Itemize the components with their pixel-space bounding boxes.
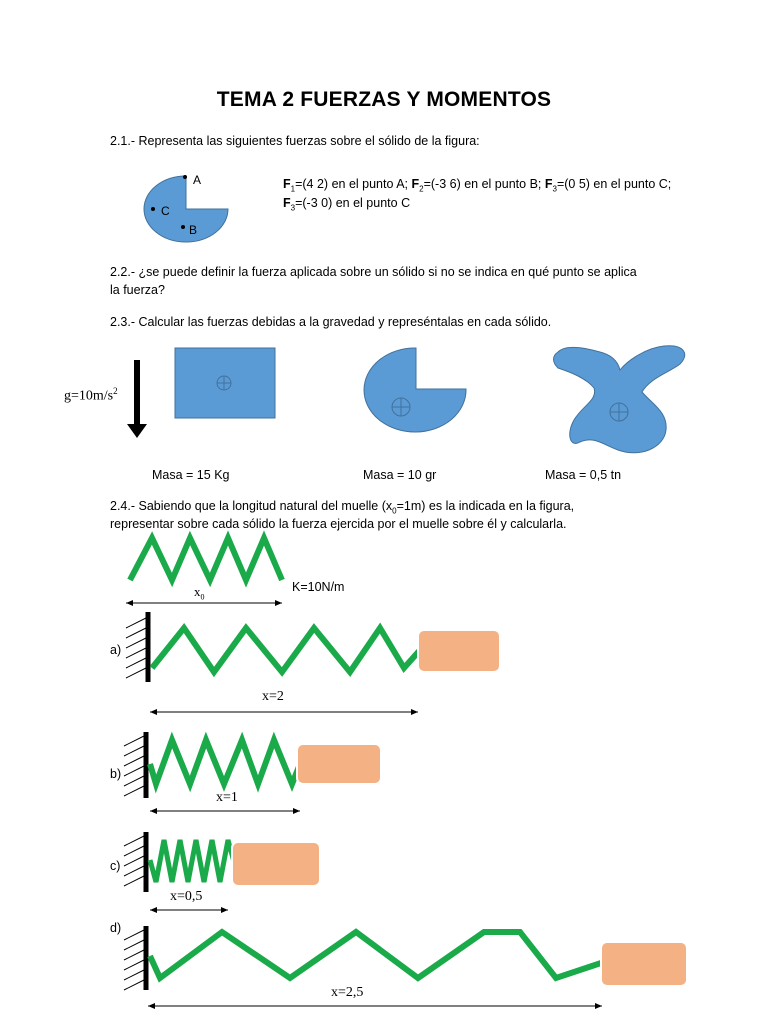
- gravity-arrowhead: [127, 424, 147, 438]
- force-symbol: F: [544, 177, 553, 191]
- wall-hatch-a: [126, 618, 146, 678]
- force-symbol: F: [283, 196, 291, 210]
- force-subscript: 3: [290, 203, 296, 213]
- case-d-length: x=2,5: [331, 985, 364, 1000]
- case-b-label: b): [110, 767, 122, 781]
- force-value: =(-3 6) en el punto B;: [423, 177, 545, 191]
- mass-label-1: Masa = 15 Kg: [152, 468, 230, 482]
- solid-irregular-blob: [554, 346, 685, 453]
- gravity-exponent: 2: [113, 386, 118, 396]
- force-subscript: 1: [290, 184, 296, 194]
- force-value: =(0 5) en el punto C;: [556, 177, 672, 191]
- spring-d: [150, 932, 604, 978]
- gravity-value: g=10m/s: [64, 388, 114, 404]
- force-symbol: F: [283, 177, 291, 191]
- force-value: =(-3 0) en el punto C: [295, 196, 411, 210]
- solid-pacman-large: [364, 348, 466, 432]
- center-of-mass-icon: [610, 403, 628, 421]
- question-2-3-text: 2.3.- Calcular las fuerzas debidas a la gravedad y represéntalas en cada sólido.: [110, 315, 552, 329]
- block-a: [418, 630, 500, 672]
- point-b-dot: [181, 225, 185, 229]
- x0-subscript: 0: [200, 592, 205, 602]
- question-2-2-line1: 2.2.- ¿se puede definir la fuerza aplicada sobre un sólido si no se indica en qué punto se aplica: [110, 265, 637, 279]
- point-b-label: B: [189, 223, 198, 237]
- spring-b: [150, 740, 300, 784]
- q4-line1-post: =1m) es la indicada en la figura,: [396, 499, 575, 513]
- block-c: [232, 842, 320, 886]
- force-symbol: F: [411, 177, 420, 191]
- wall-hatch-d: [124, 930, 144, 990]
- spring-a: [152, 628, 420, 672]
- case-d-label: d): [110, 921, 122, 935]
- spring-c: [150, 840, 234, 882]
- force-subscript: 3: [552, 184, 557, 194]
- point-c-dot: [151, 207, 155, 211]
- force-value: =(4 2) en el punto A;: [295, 177, 412, 191]
- natural-spring: [130, 538, 282, 580]
- question-2-2-line2: la fuerza?: [110, 283, 165, 297]
- question-2-4-line2: representar sobre cada sólido la fuerza ejercida por el muelle sobre él y calcularla.: [110, 517, 567, 531]
- block-d: [601, 942, 687, 986]
- point-a-dot: [183, 175, 187, 179]
- spring-constant-label: K=10N/m: [292, 580, 345, 594]
- wall-hatch-b: [124, 736, 144, 796]
- wall-hatch-c: [124, 836, 144, 886]
- solid-pacman-small: [144, 176, 228, 242]
- q4-line1-sub: 0: [392, 506, 397, 516]
- mass-label-2: Masa = 10 gr: [363, 468, 437, 482]
- page-title: TEMA 2 FUERZAS Y MOMENTOS: [216, 88, 552, 111]
- center-of-mass-icon: [392, 398, 410, 416]
- question-2-1-text: 2.1.- Representa las siguientes fuerzas sobre el sólido de la figura:: [110, 134, 480, 148]
- mass-label-3: Masa = 0,5 tn: [545, 468, 622, 482]
- case-c-label: c): [110, 859, 121, 873]
- x0-symbol: x: [194, 584, 201, 599]
- force-subscript: 2: [419, 184, 424, 194]
- case-c-length: x=0,5: [170, 889, 203, 904]
- point-a-label: A: [193, 173, 202, 187]
- center-of-mass-icon: [217, 376, 231, 390]
- point-c-label: C: [161, 204, 170, 218]
- q4-line1-pre: 2.4.- Sabiendo que la longitud natural del muelle (x: [110, 499, 393, 513]
- case-b-length: x=1: [216, 790, 238, 805]
- case-a-label: a): [110, 643, 122, 657]
- block-b: [297, 744, 381, 784]
- case-a-length: x=2: [262, 689, 284, 704]
